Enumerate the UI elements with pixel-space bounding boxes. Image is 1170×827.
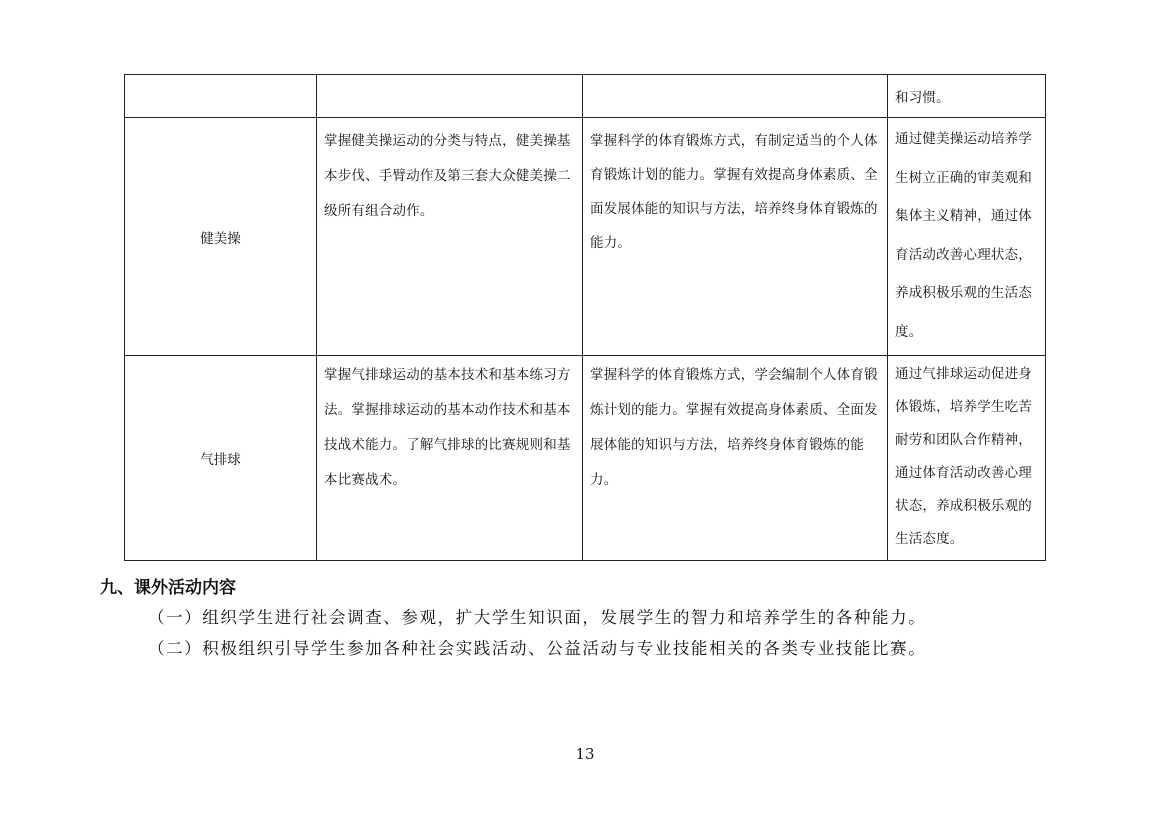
content-cell: 掌握气排球运动的基本技术和基本练习方法。掌握排球运动的基本动作技术和基本技战术能力。了解气排球的比赛规则和基本比赛战术。 (317, 356, 583, 561)
table-row (125, 75, 1046, 118)
course-name-cell (125, 75, 317, 118)
quality-cell: 通过气排球运动促进身体锻炼，培养学生吃苦耐劳和团队合作精神，通过体育活动改善心理状态，养成积极乐观的生活态度。 (888, 356, 1046, 561)
quality-cell: 通过健美操运动培养学生树立正确的审美观和集体主义精神，通过体育活动改善心理状态，养成积极乐观的生活态度。 (888, 118, 1046, 356)
course-table (124, 74, 1046, 561)
table-row (125, 356, 1046, 561)
course-name-cell: 气排球 (125, 356, 317, 561)
ability-cell: 掌握科学的体育锻炼方式，学会编制个人体育锻炼计划的能力。掌握有效提高身体素质、全面发展体能的知识与方法，培养终身体育锻炼的能力。 (583, 356, 888, 561)
page-number: 13 (575, 745, 595, 763)
paragraph: （二）积极组织引导学生参加各种社会实践活动、公益活动与专业技能相关的各类专业技能比赛。 (148, 639, 927, 658)
ability-cell (583, 75, 888, 118)
quality-cell: 和习惯。 (888, 75, 1046, 118)
content-cell: 掌握健美操运动的分类与特点，健美操基本步伐、手臂动作及第三套大众健美操二级所有组合动作。 (317, 118, 583, 356)
table-row (125, 118, 1046, 356)
paragraph: （一）组织学生进行社会调查、参观，扩大学生知识面，发展学生的智力和培养学生的各种能力。 (148, 608, 927, 627)
content-cell (317, 75, 583, 118)
course-name-cell: 健美操 (125, 118, 317, 356)
section-heading: 九、课外活动内容 (100, 578, 236, 598)
ability-cell: 掌握科学的体育锻炼方式，有制定适当的个人体育锻炼计划的能力。掌握有效提高身体素质、全面发展体能的知识与方法，培养终身体育锻炼的能力。 (583, 118, 888, 356)
